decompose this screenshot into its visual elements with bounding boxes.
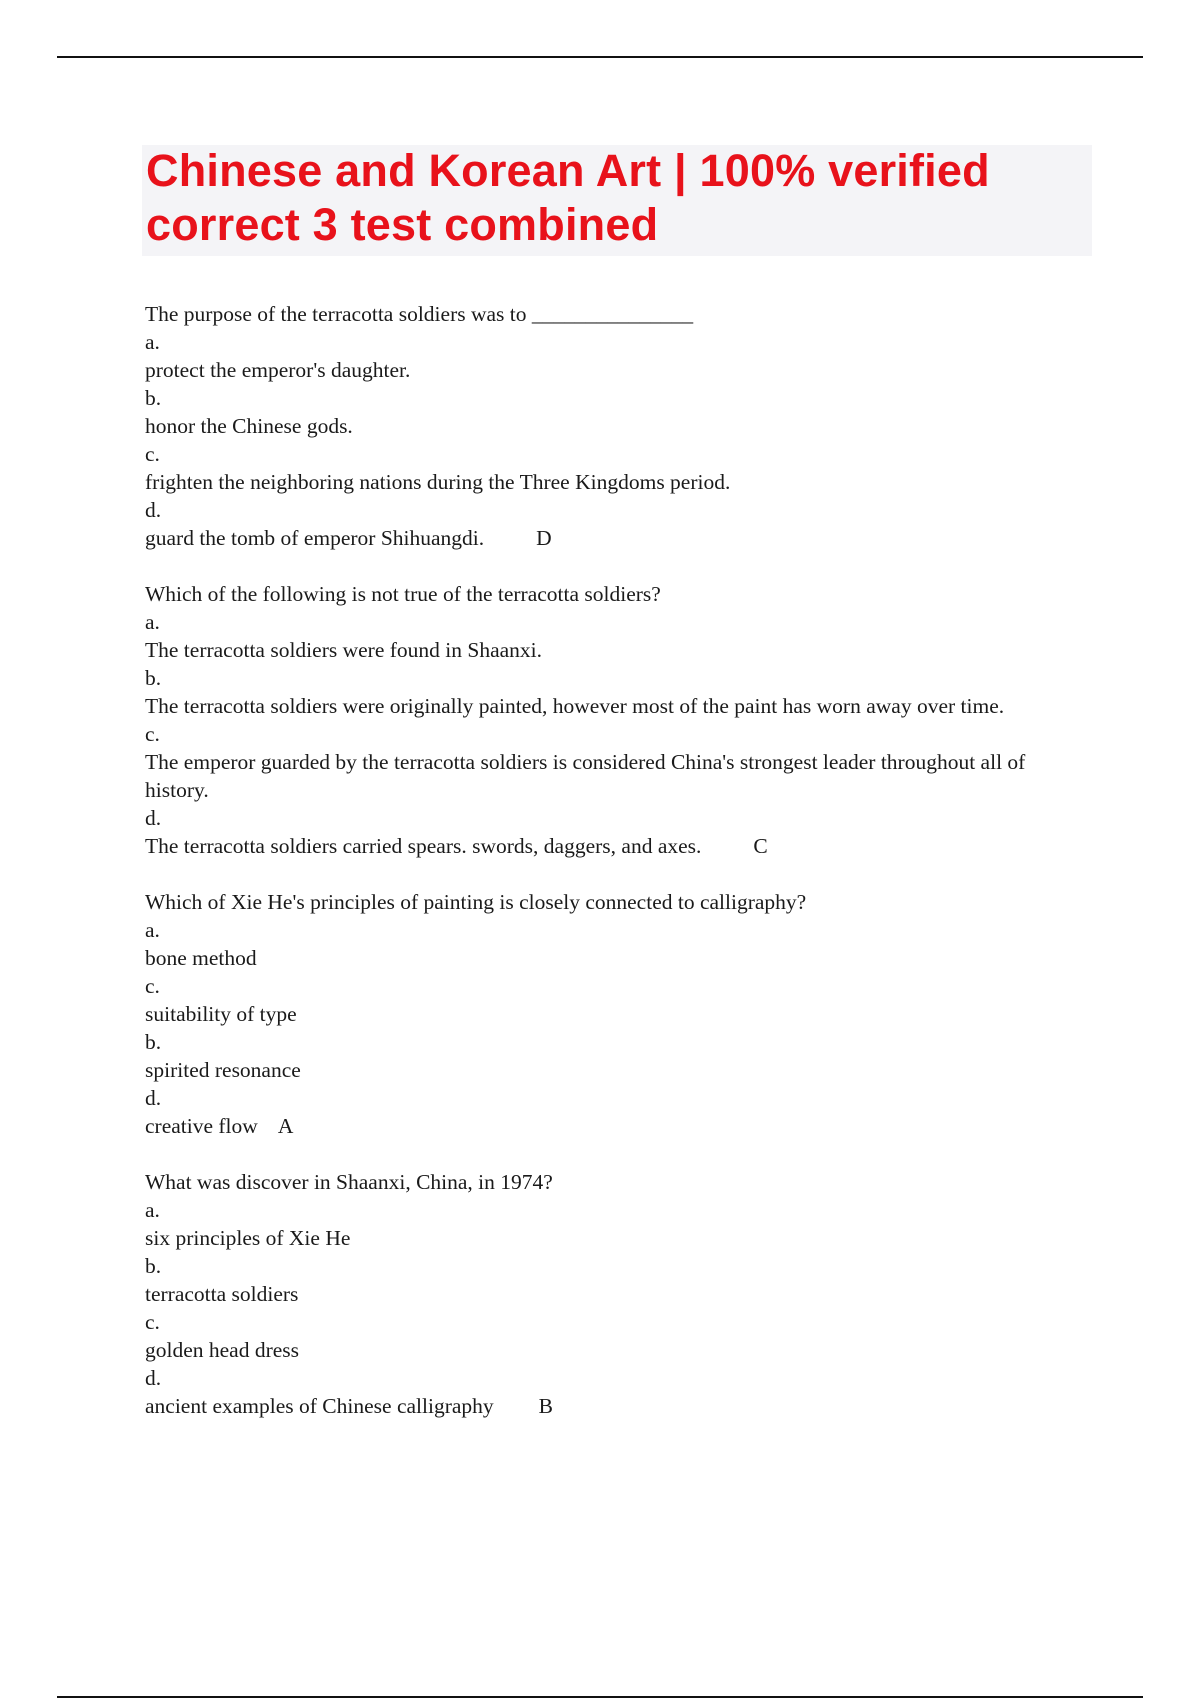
question-prompt: The purpose of the terracotta soldiers was to _______________ [145,302,694,326]
option-text: guard the tomb of emperor Shihuangdi. [145,526,485,550]
option-text: The terracotta soldiers carried spears. swords, daggers, and axes. [145,834,702,858]
option-letter: b. [145,1030,162,1054]
option-letter: c. [145,722,160,746]
top-rule [57,56,1143,58]
question-prompt: Which of the following is not true of the terracotta soldiers? [145,582,661,606]
option-letter: b. [145,666,162,690]
last-option-row [145,832,1085,860]
question-4 [145,1168,1085,1420]
option-text: suitability of type [145,1002,297,1026]
answer-key: D [536,526,552,550]
option-text: bone method [145,946,257,970]
last-option-row [145,1112,1085,1140]
option-letter: d. [145,498,162,522]
option-letter: c. [145,442,160,466]
option-letter: a. [145,1198,160,1222]
option-text: The terracotta soldiers were originally painted, however most of the paint has worn away over time. [145,694,1005,718]
option-text: golden head dress [145,1338,300,1362]
option-letter: d. [145,806,162,830]
question-1 [145,300,1085,552]
question-2 [145,580,1085,860]
option-letter: d. [145,1086,162,1110]
document-title: Chinese and Korean Art | 100% verified correct 3 test combined [146,145,990,250]
option-text: The terracotta soldiers were found in Shaanxi. [145,638,543,662]
answer-key: C [753,834,768,858]
option-letter: a. [145,610,160,634]
option-text: The emperor guarded by the terracotta soldiers is considered China's strongest leader throughout all of history. [145,750,1031,802]
answer-key: B [538,1394,553,1418]
option-text: terracotta soldiers [145,1282,299,1306]
option-letter: c. [145,974,160,998]
option-text: spirited resonance [145,1058,301,1082]
option-letter: b. [145,1254,162,1278]
option-text: protect the emperor's daughter. [145,358,411,382]
bottom-rule [57,1696,1143,1698]
option-letter: c. [145,1310,160,1334]
question-list [145,300,1085,1448]
question-3 [145,888,1085,1140]
option-letter: a. [145,918,160,942]
option-text: ancient examples of Chinese calligraphy [145,1394,494,1418]
question-prompt: What was discover in Shaanxi, China, in 1974? [145,1170,553,1194]
answer-key: A [277,1114,294,1138]
last-option-row [145,524,1085,552]
option-letter: b. [145,386,162,410]
question-prompt: Which of Xie He's principles of painting is closely connected to calligraphy? [145,890,807,914]
option-letter: d. [145,1366,162,1390]
option-letter: a. [145,330,160,354]
option-text: frighten the neighboring nations during the Three Kingdoms period. [145,470,731,494]
option-text: creative flow [145,1114,258,1138]
option-text: six principles of Xie He [145,1226,351,1250]
last-option-row [145,1392,1085,1420]
option-text: honor the Chinese gods. [145,414,353,438]
